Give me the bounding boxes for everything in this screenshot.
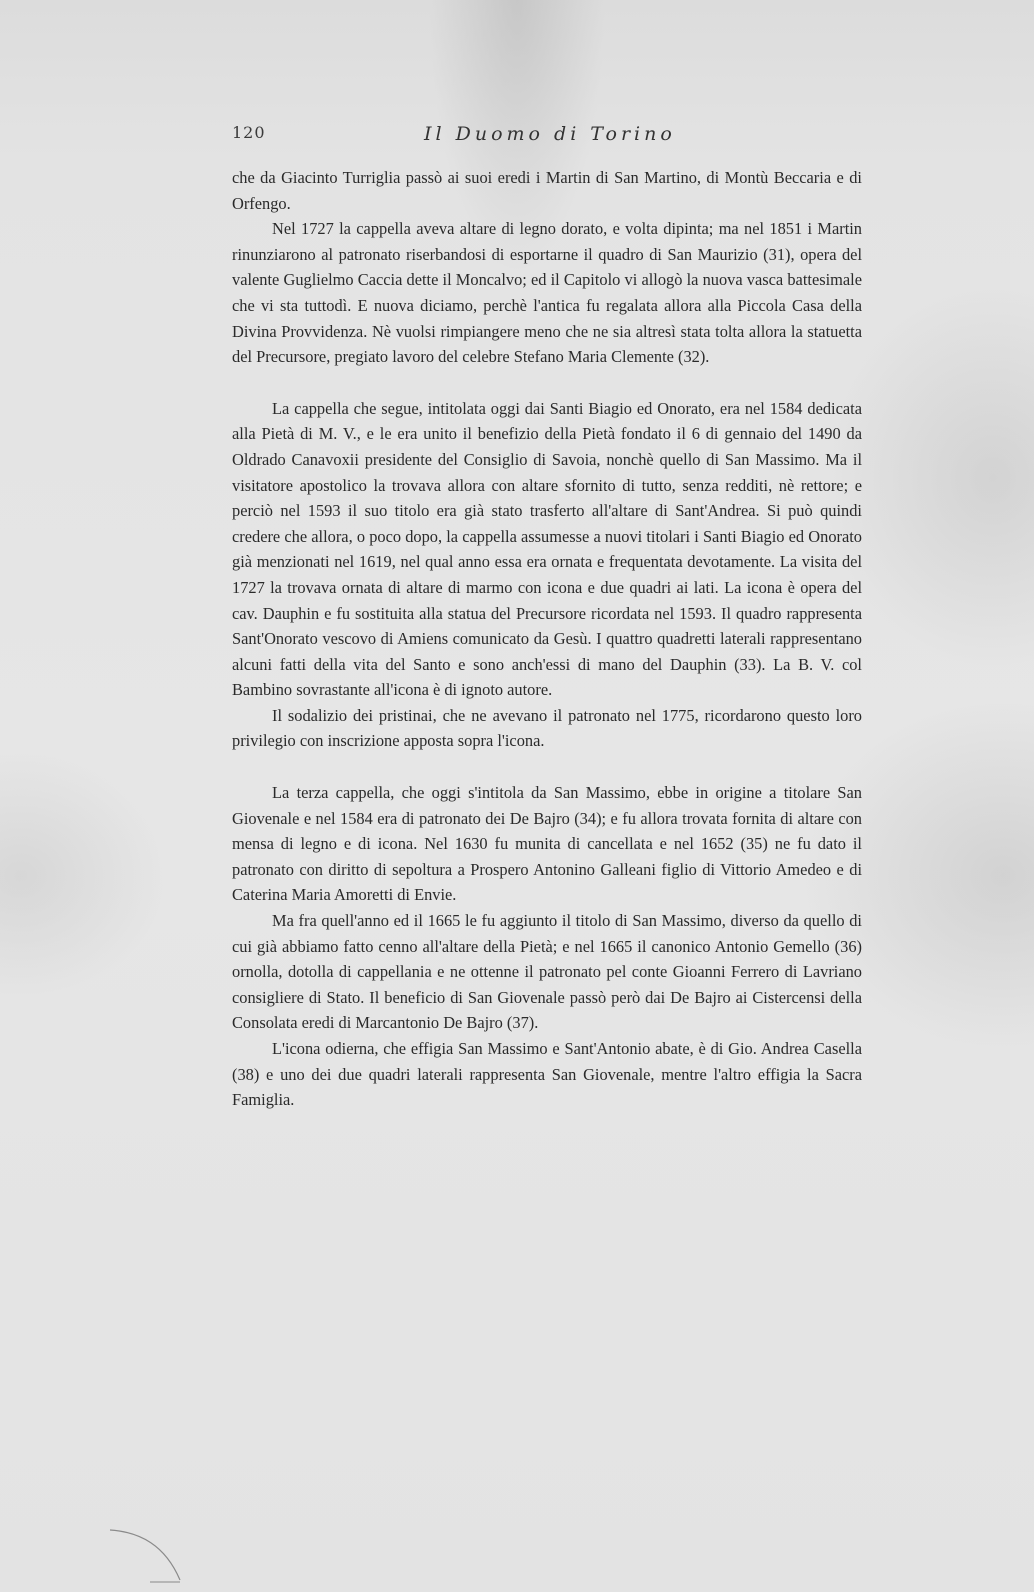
page-header <box>232 123 860 149</box>
paragraph-7: L'icona odierna, che effigia San Massimo e Sant'Antonio abate, è di Gio. Andrea Casella (38) e uno dei due quadri laterali rappresenta San Giovenale, mentre l'altro effigia la Sacra Famiglia. <box>232 1039 862 1110</box>
paragraph-3: La cappella che segue, intitolata oggi dai Santi Biagio ed Onorato, era nel 1584 dedicata alla Pietà di M. V., e le era unito il benefizio della Pietà fondato il 6 di gennaio del 1490 da Oldrado Canavoxii presidente del Consiglio di Savoia, nonchè quello di San Massimo. Ma il visitatore apostolico la trovava allora con altare sfornito di tutto, senza redditi, nè rettore; e perciò nel 1593 il suo titolo era già stato trasferto all'altare di Sant'Andrea. Si può quindi credere che allora, o poco dopo, la cappella assumesse a nuovi titolari i Santi Biagio ed Onorato già menzionati nel 1619, nel qual anno essa era ornata e frequentata devotamente. La visita del 1727 la trovava ornata di altare di marmo con icona e due quadri ai lati. La icona è opera del cav. Dauphin e fu sostituita alla statua del Precursore ricordata nel 1593. Il quadro rappresenta Sant'Onorato vescovo di Amiens comunicato da Gesù. I quattro quadretti laterali rappresentano alcuni fatti della vita del Santo e sono anch'essi di mano del Dauphin (33). La B. V. col Bambino sovrastante all'icona è di ignoto autore. <box>232 398 862 700</box>
paragraph-1: che da Giacinto Turriglia passò ai suoi eredi i Martin di San Martino, di Montù Beccaria e di Orfengo. <box>232 168 862 213</box>
paragraph-6: Ma fra quell'anno ed il 1665 le fu aggiunto il titolo di San Massimo, diverso da quello di cui già abbiamo fatto cenno all'altare della Pietà; e nel 1665 il canonico Antonio Gemello (36) ornolla, dotolla di cappellania e ne ottenne il patronato pel conte Gioanni Ferrero di Lavriano consigliere di Stato. Il beneficio di San Giovenale passò però dai De Bajro ai Cistercensi della Consolata eredi di Marcantonio De Bajro (37). <box>232 911 862 1033</box>
body-text <box>232 165 862 1113</box>
running-title: Il Duomo di Torino <box>424 123 676 145</box>
pencil-mark-icon <box>110 1520 200 1590</box>
paragraph-4: Il sodalizio dei pristinai, che ne avevano il patronato nel 1775, ricordarono questo loro privilegio con inscrizione apposta sopra l'icona. <box>232 705 862 751</box>
paragraph-2: Nel 1727 la cappella aveva altare di legno dorato, e volta dipinta; ma nel 1851 i Martin rinunziarono al patronato riserbandosi di esportarne il quadro di San Maurizio (31), opera del valente Guglielmo Caccia dette il Moncalvo; ed il Capitolo vi allogò la nuova vasca battesimale che vi sta tuttodì. E nuova diciamo, perchè l'antica fu regalata allora alla Piccola Casa della Divina Provvidenza. Nè vuolsi rimpiangere meno che ne sia altresì stata tolta allora la statuetta del Precursore, pregiato lavoro del celebre Stefano Maria Clemente (32). <box>232 219 862 367</box>
paragraph-5: La terza cappella, che oggi s'intitola da San Massimo, ebbe in origine a titolare San Giovenale e nel 1584 era di patronato dei De Bajro (34); e fu allora trovata fornita di altare con mensa di legno e di icona. Nel 1630 fu munita di cancellata e nel 1652 (35) ne fu dato il patronato con diritto di sepoltura a Prospero Antonino Galleani figlio di Vittorio Amedeo e di Caterina Maria Amoretti di Envie. <box>232 783 862 905</box>
page-number: 120 <box>232 123 266 142</box>
